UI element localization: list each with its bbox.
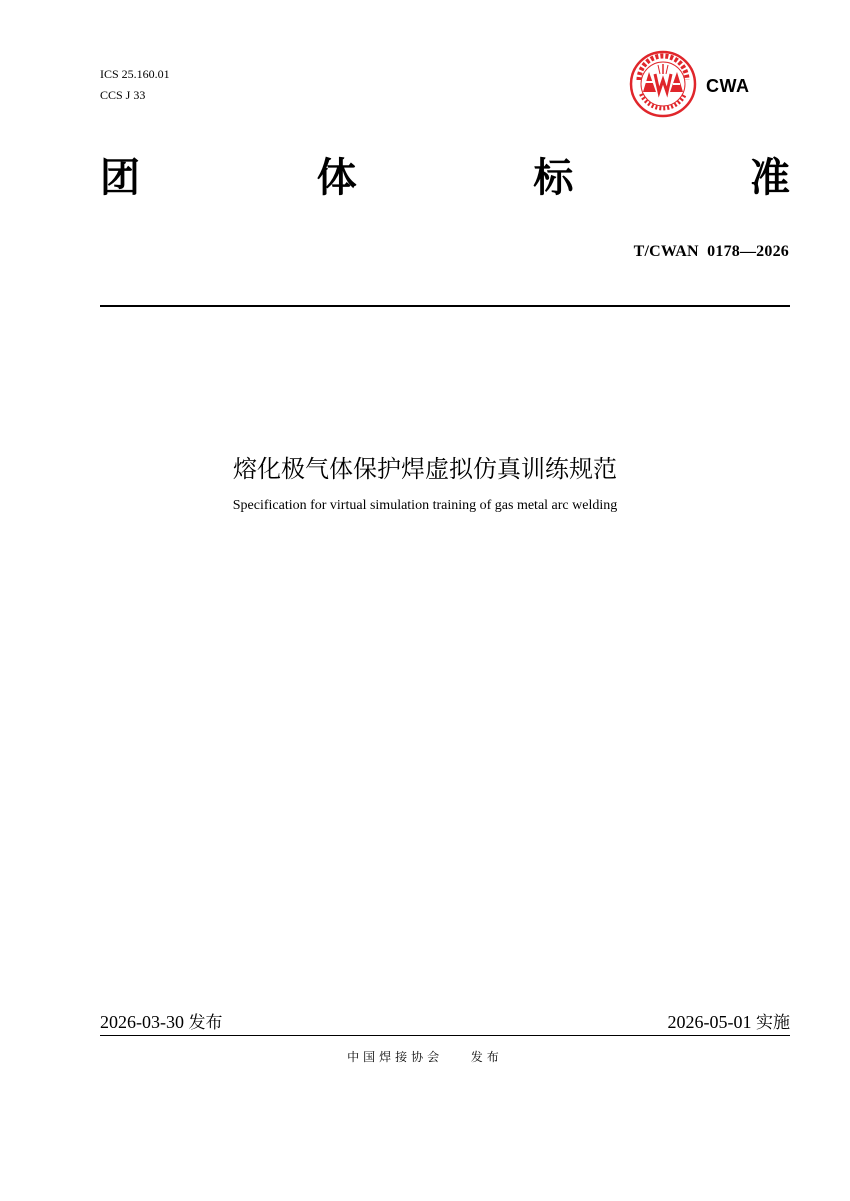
issue-date: 2026-03-30 (100, 1012, 184, 1032)
issue-date-block (100, 1010, 223, 1035)
issue-label: 发布 (188, 1013, 223, 1033)
ics-code: ICS 25.160.01 (100, 67, 170, 81)
cwa-logo (629, 50, 759, 118)
implementation-date-block (668, 1010, 791, 1035)
ccs-code: CCS J 33 (100, 88, 146, 102)
implementation-label: 实施 (756, 1013, 790, 1033)
cwa-logo-text: CWA (706, 76, 750, 96)
heading-char: 体 (316, 155, 357, 201)
top-divider (100, 305, 790, 307)
standard-number: T/CWAN 0178—2026 (633, 243, 789, 260)
document-title-zh: 熔化极气体保护焊虚拟仿真训练规范 (233, 455, 617, 483)
bottom-divider (100, 1035, 790, 1036)
heading-char: 准 (749, 155, 790, 201)
implementation-date: 2026-05-01 (667, 1012, 752, 1032)
document-title-en: Specification for virtual simulation training of gas metal arc welding (232, 498, 618, 513)
publisher: 中国焊接协会 发布 (347, 1050, 503, 1064)
group-standard-heading (100, 150, 790, 206)
classification-codes (100, 64, 170, 106)
heading-char: 团 (100, 155, 140, 201)
heading-char: 标 (533, 155, 574, 201)
cwa-emblem-icon (629, 50, 697, 118)
